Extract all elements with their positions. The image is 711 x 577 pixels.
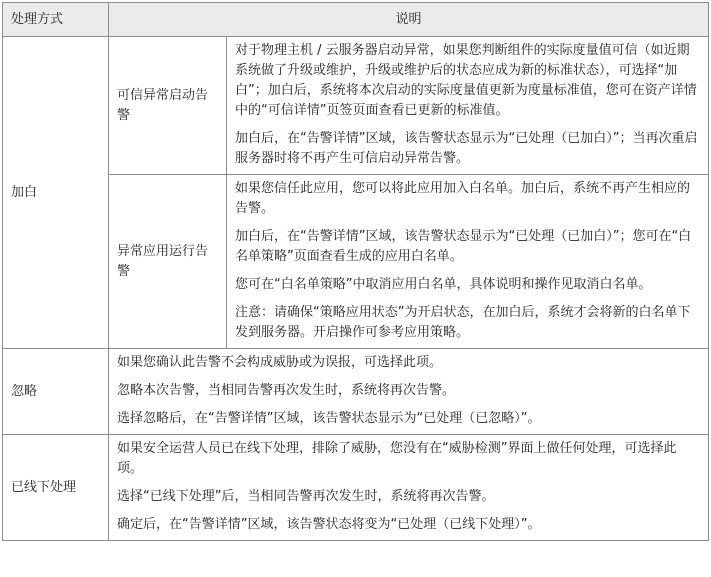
paragraph: 如果您信任此应用，您可以将此应用加入白名单。加白后，系统不再产生相应的告警。 (235, 181, 691, 216)
description-abnormal-app-alert (227, 175, 709, 349)
header-method: 处理方式 (3, 3, 109, 37)
paragraph: 您可在“白名单策略”中取消应用白名单，具体说明和操作见取消白名单。 (235, 277, 652, 292)
paragraph: 加白后，在“告警详情”区域，该告警状态显示为“已处理（已加白）”；您可在“白名单策略”页面查看生成的应用白名单。 (235, 229, 692, 264)
paragraph: 对于物理主机 / 云服务器启动异常，如果您判断组件的实际度量值可信（如近期系统做了升级或维护，升级或维护后的状态应成为新的标准状态），可选择“加白”；加白后，系统将本次启动的实际度量值更新为度量标准值，您可在资产详情中的“可信详情”页签页面查看已更新的标准值。 (235, 43, 697, 118)
submethod-trusted-boot-alert: 可信异常启动告警 (109, 37, 227, 175)
table-row (3, 435, 709, 541)
method-offline-handled: 已线下处理 (3, 435, 109, 541)
table-row (3, 37, 709, 175)
table-header-row (3, 3, 709, 37)
paragraph: 确定后，在“告警详情”区域，该告警状态将变为“已处理（已线下处理）”。 (117, 517, 541, 532)
description-trusted-boot-alert (227, 37, 709, 175)
handling-methods-table (2, 2, 709, 541)
submethod-abnormal-app-alert: 异常应用运行告警 (109, 175, 227, 349)
paragraph: 加白后，在“告警详情”区域，该告警状态显示为“已处理（已加白）”；当再次重启服务器时将不再产生可信启动异常告警。 (235, 131, 698, 166)
method-ignore: 忽略 (3, 349, 109, 435)
table-row (3, 349, 709, 435)
paragraph: 如果安全运营人员已在线下处理，排除了威胁，您没有在“威胁检测”界面上做任何处理，可选择此项。 (117, 441, 677, 476)
method-whitelist: 加白 (3, 37, 109, 349)
table-row (3, 175, 709, 349)
paragraph: 选择忽略后，在“告警详情”区域，该告警状态显示为“已处理（已忽略）”。 (117, 411, 541, 426)
paragraph: 选择“已线下处理”后，当相同告警再次发生时，系统将再次告警。 (117, 489, 495, 504)
paragraph: 如果您确认此告警不会构成威胁或为误报，可选择此项。 (117, 355, 443, 370)
description-offline-handled (109, 435, 709, 541)
header-description: 说明 (109, 3, 709, 37)
description-ignore (109, 349, 709, 435)
paragraph: 注意：请确保“策略应用状态”为开启状态，在加白后，系统才会将新的白名单下发到服务器。开启操作可参考应用策略。 (235, 305, 691, 340)
paragraph: 忽略本次告警，当相同告警再次发生时，系统将再次告警。 (117, 383, 456, 398)
